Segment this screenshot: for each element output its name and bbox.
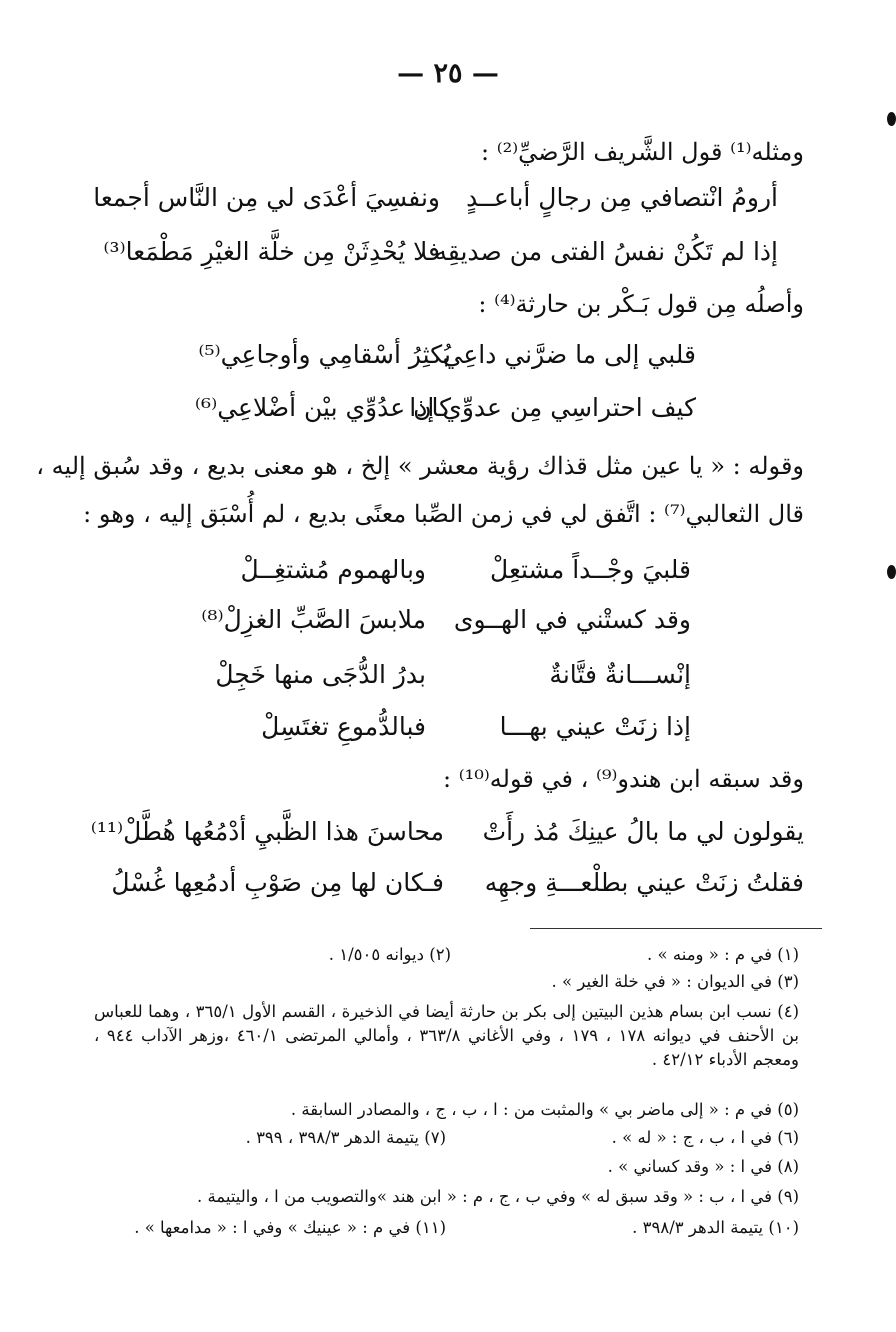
scan-edge-mark — [887, 112, 896, 126]
page-number: — ٢٥ — — [397, 58, 499, 89]
footnote-6: (٦) في ا ، ب ، ج : « له » . — [611, 1128, 799, 1147]
footnote-7: (٧) يتيمة الدهر ٣٩٨/٣ ، ٣٩٩ . — [245, 1128, 446, 1147]
verse-9-left: محاسنَ هذا الظَّبيِ أدْمُعُها هُطَّلْ⁽¹¹⁾ — [90, 817, 444, 846]
verse-10-right: فقلتُ زنَتْ عيني بطلْعـــةِ وجهِه — [484, 868, 804, 897]
footnote-10: (١٠) يتيمة الدهر ٣٩٨/٣ . — [632, 1218, 799, 1237]
footnote-separator — [530, 928, 822, 929]
footnote-11: (١١) في م : « عينيك » وفي ا : « مدامعها » . — [134, 1218, 446, 1237]
intro-line-2: وأصلُه مِن قول بَـكْر بن حارثة⁽⁴⁾ : — [478, 290, 804, 318]
verse-9-right: يقولون لي ما بالُ عينِكَ مُذ رأَتْ — [482, 817, 804, 846]
verse-2-left: فلا يُحْدِثَنْ مِن خلَّة الغيْرِ مَطْمَعا⁽³⁾ — [103, 237, 440, 266]
footnote-1: (١) في م : « ومنه » . — [647, 945, 799, 964]
prose-line-1: وقوله : « يا عين مثل قذاك رؤية معشر » إلخ ، هو معنى بديع ، وقد سُبق إليه ، — [36, 452, 804, 480]
verse-5-right: قلبيَ وجْــداً مشتعِلْ — [490, 555, 691, 584]
verse-1-left: ونفسِيَ أعْدَى لي مِن النَّاس أجمعا — [93, 183, 440, 212]
scan-edge-mark — [887, 565, 896, 579]
verse-7-left: بدرُ الدُّجَى منها خَجِلْ — [215, 660, 426, 689]
footnote-8: (٨) في ا : « وقد كساني » . — [607, 1157, 799, 1176]
verse-5-left: وبالهموم مُشتغِــلْ — [240, 555, 426, 584]
verse-4-left: كان عدُوِّي بيْن أضْلاعِي⁽⁶⁾ — [194, 393, 451, 422]
verse-7-right: إنْســـانةٌ فتَّانةٌ — [549, 660, 691, 689]
footnote-9: (٩) في ا ، ب : « وقد سبق له » وفي ب ، ج ، م : « ابن هند »والتصويب من ا ، واليتيمة . — [196, 1187, 799, 1206]
intro-line-1: ومثله⁽¹⁾ قول الشَّريف الرَّضيِّ⁽²⁾ : — [480, 138, 804, 166]
footnote-3: (٣) في الديوان : « في خلة الغير » . — [551, 972, 799, 991]
footnote-4: (٤) نسب ابن بسام هذين البيتين إلى بكر بن حارثة أيضا في الذخيرة ، القسم الأول ٣٦٥/١ ، وهما للعباس بن الأحنف في ديوانه ١٧٨ ، ١٧٩ ، وفي الأغاني ٣٦٣/٨ ، وأمالي المرتضى ٤٦٠/١ ،وزهر الآداب ٩٤٤ ، ومعجم الأدباء ٤٢/١٢ . — [94, 1002, 799, 1069]
verse-4-right: كيف احتراسِي مِن عدوِّي إذا — [409, 393, 696, 422]
verse-3-right: قلبي إلى ما ضرَّني داعِي — [442, 340, 696, 369]
verse-8-right: إذا زنَتْ عيني بهـــا — [499, 712, 691, 741]
footnote-2: (٢) ديوانه ١/٥٠٥ . — [328, 945, 451, 964]
verse-3-left: يُكثِرُ أسْقامِي وأوجاعِي⁽⁵⁾ — [198, 340, 451, 369]
intro-line-3: وقد سبقه ابن هندو⁽⁹⁾ ، في قوله⁽¹⁰⁾ : — [443, 765, 804, 793]
verse-10-left: فـكان لها مِن صَوْبِ أدمُعِها غُسْلُ — [111, 868, 444, 897]
verse-1-right: أرومُ انْتصافي مِن رجالٍ أباعــدٍ — [466, 183, 778, 212]
verse-2-right: إذا لم تَكُنْ نفسُ الفتى من صديقِه — [434, 237, 778, 266]
verse-6-right: وقد كستْني في الهــوى — [453, 605, 691, 634]
verse-6-left: ملابسَ الصَّبِّ الغزِلْ⁽⁸⁾ — [201, 605, 426, 634]
verse-8-left: فبالدُّموعِ تغتَسِلْ — [261, 712, 426, 741]
prose-line-2: قال الثعالبي⁽⁷⁾ : اتَّفق لي في زمن الصِّبا معنًى بديع ، لم أُسْبَق إليه ، وهو : — [83, 500, 804, 528]
footnote-5: (٥) في م : « إلى ماضر بي » والمثبت من : ا ، ب ، ج ، والمصادر السابقة . — [290, 1100, 799, 1119]
